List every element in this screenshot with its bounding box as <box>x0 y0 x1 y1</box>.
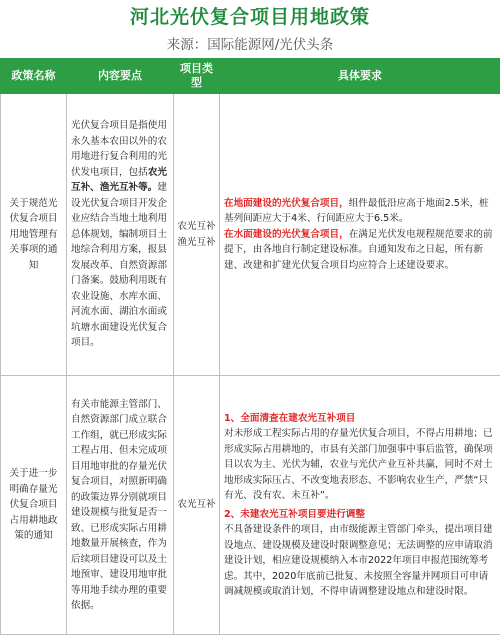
points-text: 光伏复合项目是指使用永久基本农田以外的农用地进行复合利用的光伏发电项目，包括 <box>71 120 167 178</box>
source-line: 来源：国际能源网/光伏头条 <box>0 34 500 58</box>
requirement-water-text: 在满足光伏发电规程规范要求的前提下，由各地自行制定建设标准。自通知发布之日起，所有新建、改建和扩建光伏复合项目均应符合上述建设要求。 <box>224 229 493 271</box>
policy-table <box>0 58 500 635</box>
requirement-ground-title: 在地面建设的光伏复合项目， <box>224 198 349 209</box>
content-points-cell <box>67 94 174 376</box>
header-content-points: 内容要点 <box>67 59 174 94</box>
table-row <box>1 94 500 376</box>
header-policy-name: 政策名称 <box>1 59 67 94</box>
policy-name-cell: 关于规范光伏复合项目用地管理有关事项的通知 <box>1 94 67 376</box>
requirement-1-text: 对未形成工程实际占用的存量光伏复合项目，不得占用耕地；已形成实际占用耕地的，市县有关部门加强事中事后监管，确保项目以农为主、光伏为辅，农业与光伏产业互补共赢，同时不对土地形成实际压占、不改变地表形态、不影响农业生产，严禁“只有光、没有农、未互补”。 <box>224 426 496 504</box>
points-highlight: 农光互补、渔光互补等。 <box>71 167 167 194</box>
content-points-cell: 有关市能源主管部门、自然资源部门成立联合工作组，就已形成实际工程占用、但未完成项目用地审批的存量光伏复合项目，对照新明确的政策边界分别就项目建设规模与批复是否一致、已形成实际占用耕地数量开展核查，作为后续项目建设可以及土地预审、建设用地审批等用地手续办理的重要依据。 <box>67 376 174 635</box>
requirement-2-text: 不具备建设条件的项目，由市级能源主管部门牵头，提出项目建设地点、建设规模及建设时限调整意见；无法调整的应申请取消建设计划，相应建设规模纳入本市2022年项目申报范围统筹考虑。其中，2020年底前已批复、未按照全容量并网项目可申请调减规模或取消计划，不得申请调整建设地点和建设时限。 <box>224 522 496 600</box>
header-requirements: 具体要求 <box>220 59 500 94</box>
project-type-cell: 农光互补 <box>174 376 220 635</box>
requirement-water-title: 在水面建设的光伏复合项目， <box>224 229 349 240</box>
page-title: 河北光伏复合项目用地政策 <box>0 0 500 34</box>
table-row <box>1 376 500 635</box>
requirement-1-title: 1、全面清查在建农光互补项目 <box>224 411 496 427</box>
policy-name-cell: 关于进一步明确存量光伏复合项目占用耕地政策的通知 <box>1 376 67 635</box>
requirements-cell <box>220 94 500 376</box>
requirement-ground-text: 组件最低沿应高于地面2.5米，桩基列间距应大于4米、行间距应大于6.5米。 <box>224 198 489 225</box>
requirement-2-title: 2、未建农光互补项目要进行调整 <box>224 507 496 523</box>
requirements-cell <box>220 376 500 635</box>
header-project-type: 项目类型 <box>174 59 220 94</box>
table-header-row <box>1 59 500 94</box>
points-text-continued: 建设光伏复合项目开发企业应结合当地土地利用总体规划，编制项目土地综合利用方案，报县发展改革、自然资源部门备案。鼓励利用既有农业设施、水库水面、河流水面、湖泊水面或坑塘水面建设光伏复合项目。 <box>71 182 167 348</box>
project-type-cell: 农光互补渔光互补 <box>174 94 220 376</box>
